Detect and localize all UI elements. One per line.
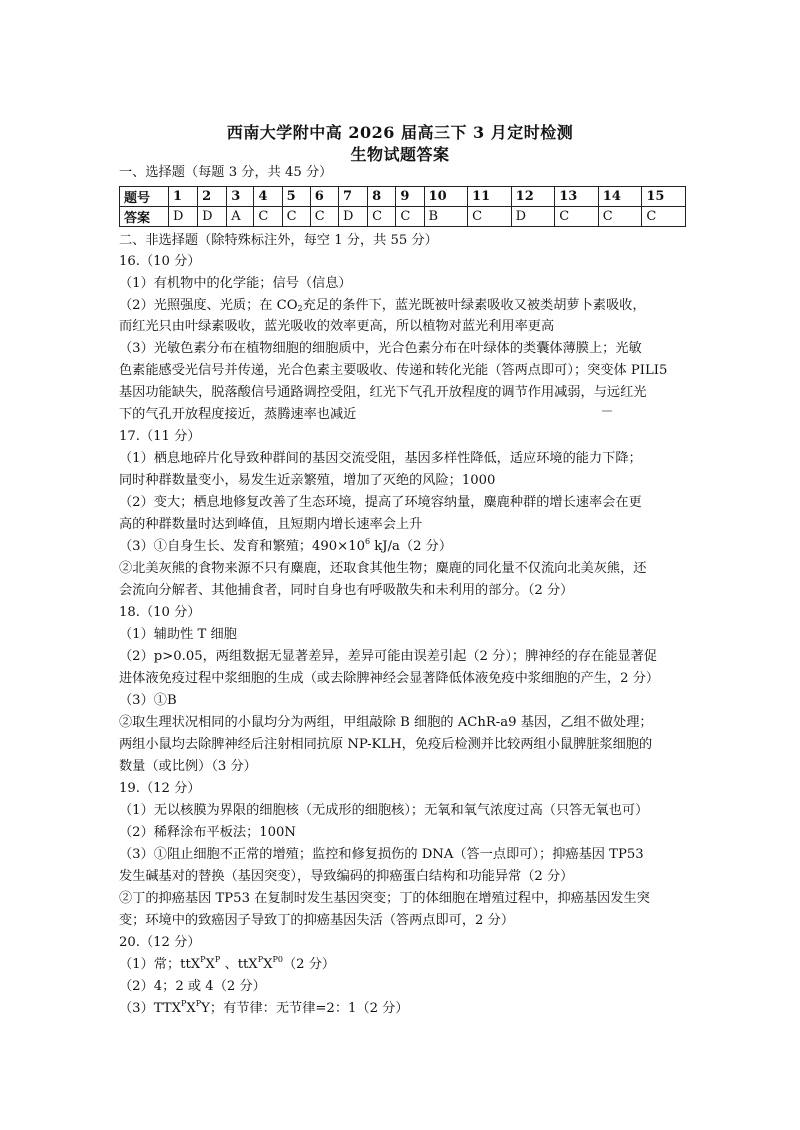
answer-cell: C <box>282 207 310 227</box>
q18-part2-line1: （2）p>0.05，两组数据无显著差异，差异可能由误差引起（2 分）；脾神经的存在能显著促 <box>119 649 657 664</box>
answer-cell: D <box>169 207 198 227</box>
answer-cell: C <box>396 207 424 227</box>
question-19-heading: 19.（12 分） <box>119 781 201 796</box>
q16-part3-line3: 基因功能缺失，脱落酸信号通路调控受阻，红光下气孔开放程度的调节作用减弱，与远红光 <box>119 385 647 400</box>
question-number-cell: 6 <box>310 187 338 207</box>
answer-cell: C <box>598 207 642 227</box>
q18-part3-line1: （3）①B <box>119 693 177 708</box>
q17-part3-line1 <box>119 538 452 556</box>
question-18-heading: 18.（10 分） <box>119 605 201 620</box>
answer-cell: C <box>368 207 396 227</box>
q20-part3-text: （3）TTX <box>119 1001 181 1016</box>
q16-part2-text: （2）光照强度、光质；在 CO <box>119 298 298 313</box>
q17-part1-line2: 同时种群数量变小，易发生近亲繁殖，增加了灭绝的风险；1000 <box>119 473 496 488</box>
q19-part3-line1: （3）①阻止细胞不正常的增殖；监控和修复损伤的 DNA（答一点即可）；抑癌基因 TP53 <box>119 847 644 862</box>
q19-part1: （1）无以核膜为界限的细胞核（无成形的细胞核）；无氧和氧气浓度过高（只答无氧也可） <box>119 803 649 818</box>
question-number-cell: 5 <box>282 187 310 207</box>
question-number-cell: 11 <box>468 187 512 207</box>
q18-part3-line3: 两组小鼠均去除脾神经后注射相同抗原 NP-KLH，免疫后检测并比较两组小鼠脾脏浆细胞的 <box>119 737 653 752</box>
question-number-cell: 9 <box>396 187 424 207</box>
answer-cell: D <box>511 207 555 227</box>
answer-cell: C <box>310 207 338 227</box>
answer-table <box>119 186 686 227</box>
question-number-cell: 3 <box>227 187 254 207</box>
question-number-cell: 1 <box>169 187 198 207</box>
genotype-superscript: P0 <box>272 955 283 964</box>
question-number-cell: 15 <box>642 187 686 207</box>
q19-part3-line3: ②丁的抑癌基因 TP53 在复制时发生基因突变；丁的体细胞在增殖过程中，抑癌基因发生突 <box>119 891 650 906</box>
answer-cell: C <box>555 207 599 227</box>
question-number-cell: 12 <box>511 187 555 207</box>
q17-part2-line2: 高的种群数量时达到峰值，且短期内增长速率会上升 <box>119 517 423 532</box>
document-title: 西南大学附中高 2026 届高三下 3 月定时检测 <box>226 123 574 142</box>
scan-mark <box>602 410 612 412</box>
q19-part3-line2: 发生碱基对的替换（基因突变），导致编码的抑癌蛋白结构和功能异常（2 分） <box>119 869 574 884</box>
q16-part3-line2: 色素能感受光信号并传递，光合色素主要吸收、传递和转化光能（答两点即可）；突变体 PILI5 <box>119 363 668 378</box>
answer-cell: C <box>254 207 282 227</box>
q17-part1-line1: （1）栖息地碎片化导致种群间的基因交流受阻，基因多样性降低，适应环境的能力下降； <box>119 451 642 466</box>
q20-part1-text: （2 分） <box>282 957 336 972</box>
genotype-superscript: P <box>257 955 264 964</box>
question-number-cell: 10 <box>424 187 468 207</box>
q20-part3-text: X <box>186 1001 196 1016</box>
q19-part3-line4: 变；环境中的致癌因子导致丁的抑癌基因失活（答两点即可，2 分） <box>119 913 515 928</box>
q20-part3-text: Y；有节律：无节律=2：1（2 分） <box>201 1001 409 1016</box>
answer-cell: C <box>468 207 512 227</box>
genotype-superscript: P <box>200 955 206 964</box>
question-number-cell: 14 <box>598 187 642 207</box>
q20-part2: （2）4；2 或 4（2 分） <box>119 979 266 994</box>
section-heading-nonchoice: 二、非选择题（除特殊标注外，每空 1 分，共 55 分） <box>119 233 438 248</box>
answer-cell: D <box>198 207 227 227</box>
exponent: 6 <box>365 537 371 546</box>
genotype-superscript: P <box>181 999 187 1008</box>
q20-part1-text: X <box>205 957 215 972</box>
q18-part3-line2: ②取生理状况相同的小鼠均分为两组，甲组敲除 B 细胞的 AChR-a9 基因，乙组不做处理； <box>119 715 653 730</box>
question-number-cell: 8 <box>368 187 396 207</box>
question-17-heading: 17.（11 分） <box>119 429 201 444</box>
question-20-heading: 20.（12 分） <box>119 935 201 950</box>
q17-part3-text: （3）①自身生长、发育和繁殖；490×10 <box>119 539 366 554</box>
genotype-superscript: P <box>195 999 202 1008</box>
answer-cell: B <box>424 207 468 227</box>
q20-part1-text: （1）常；ttX <box>119 957 201 972</box>
q17-part2-line1: （2）变大；栖息地修复改善了生态环境，提高了环境容纳量，麋鹿种群的增长速率会在更 <box>119 495 642 510</box>
answer-cell: C <box>642 207 686 227</box>
q20-part1-text: 、ttX <box>220 957 258 972</box>
q17-part3-text-cont: kJ/a（2 分） <box>370 539 453 554</box>
document-subtitle: 生物试题答案 <box>350 145 450 164</box>
genotype-superscript: P <box>214 955 221 964</box>
question-number-cell: 13 <box>555 187 599 207</box>
q17-part3-line3: 会流向分解者、其他捕食者，同时自身也有呼吸散失和未利用的部分。（2 分） <box>119 583 574 598</box>
q20-part1 <box>119 956 335 974</box>
question-16-heading: 16.（10 分） <box>119 254 201 269</box>
question-number-cell: 2 <box>198 187 227 207</box>
section-heading-choice: 一、选择题（每题 3 分，共 45 分） <box>119 165 333 180</box>
table-answer-label: 答案 <box>120 207 169 227</box>
answer-cell: D <box>339 207 368 227</box>
table-row-numbers <box>120 187 686 207</box>
q16-part3-line1: （3）光敏色素分布在植物细胞的细胞质中，光合色素分布在叶绿体的类囊体薄膜上；光敏 <box>119 341 642 356</box>
q20-part3 <box>119 1000 409 1018</box>
q16-part2-line1 <box>119 297 646 315</box>
q19-part2: （2）稀释涂布平板法；100N <box>119 825 296 840</box>
q18-part2-line2: 进体液免疫过程中浆细胞的生成（或去除脾神经会显著降低体液免疫中浆细胞的产生，2 分） <box>119 671 660 686</box>
co2-subscript: 2 <box>297 304 303 313</box>
question-number-cell: 7 <box>339 187 368 207</box>
q18-part3-line4: 数量（或比例）（3 分） <box>119 759 257 774</box>
question-number-cell: 4 <box>254 187 282 207</box>
q16-part2-line2: 而红光只由叶绿素吸收，蓝光吸收的效率更高，所以植物对蓝光利用率更高 <box>119 319 555 334</box>
q18-part1: （1）辅助性 T 细胞 <box>119 627 237 642</box>
answer-cell: A <box>227 207 254 227</box>
q16-part1: （1）有机物中的化学能；信号（信息） <box>119 276 352 291</box>
table-header-label: 题号 <box>120 187 169 207</box>
q20-part1-text: X <box>263 957 273 972</box>
q16-part3-line4: 下的气孔开放程度接近，蒸腾速率也减近 <box>119 407 357 422</box>
q16-part2-text-cont: 充足的条件下，蓝光既被叶绿素吸收又被类胡萝卜素吸收， <box>302 298 646 313</box>
q17-part3-line2: ②北美灰熊的食物来源不只有麋鹿，还取食其他生物；麋鹿的同化量不仅流向北美灰熊，还 <box>119 561 647 576</box>
table-row-answers <box>120 207 686 227</box>
